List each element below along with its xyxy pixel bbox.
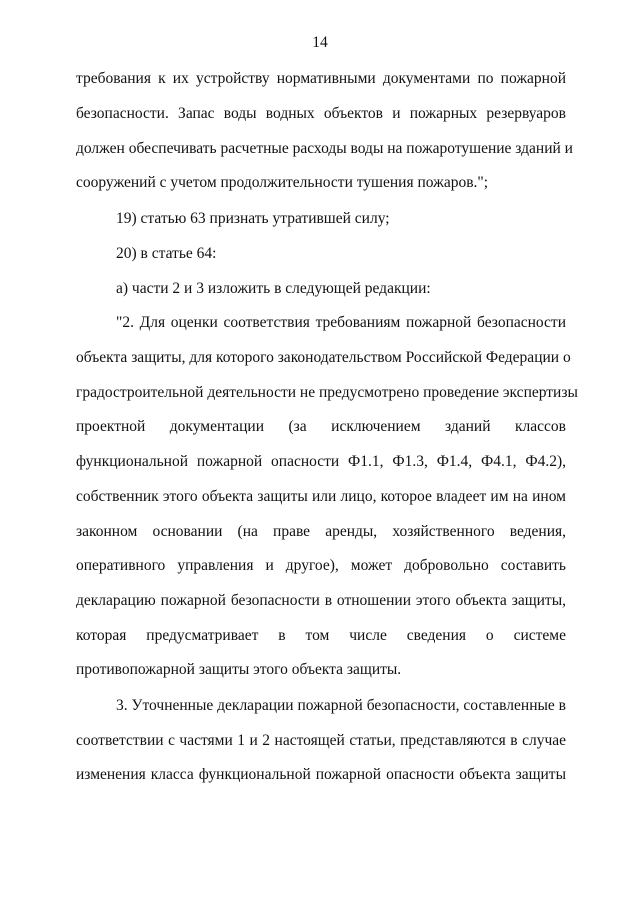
text-line: законном основании (на праве аренды, хозяйственного ведения, [76,523,566,540]
text-line: оперативного управления и другое), может добровольно составить [76,557,566,574]
text-line: а) части 2 и 3 изложить в следующей редакции: [116,280,431,297]
text-line: "2. Для оценки соответствия требованиям пожарной безопасности [116,314,566,331]
text-line: градостроительной деятельности не предусмотрено проведение экспертизы [76,384,578,401]
text-line: соответствии с частями 1 и 2 настоящей статьи, представляются в случае [76,732,566,749]
text-line: 3. Уточненные декларации пожарной безопасности, составленные в [116,697,566,714]
text-line: 20) в статье 64: [116,245,217,262]
text-line: которая предусматривает в том числе сведения о системе [76,627,566,644]
text-line: 19) статью 63 признать утратившей силу; [116,210,390,227]
text-line: должен обеспечивать расчетные расходы воды на пожаротушение зданий и [76,140,573,157]
text-line: проектной документации (за исключением зданий классов [76,418,566,435]
text-line: безопасности. Запас воды водных объектов и пожарных резервуаров [76,105,566,122]
text-line: требования к их устройству нормативными документами по пожарной [76,70,566,87]
text-line: собственник этого объекта защиты или лицо, которое владеет им на ином [76,488,566,505]
text-line: декларацию пожарной безопасности в отношении этого объекта защиты, [76,592,566,609]
page-number: 14 [312,34,328,51]
text-line: изменения класса функциональной пожарной опасности объекта защиты [76,766,566,783]
text-line: объекта защиты, для которого законодательством Российской Федерации о [76,349,571,366]
text-line: сооружений с учетом продолжительности тушения пожаров."; [76,174,489,191]
text-line: функциональной пожарной опасности Ф1.1, Ф1.3, Ф1.4, Ф4.1, Ф4.2), [76,453,566,470]
text-line: противопожарной защиты этого объекта защиты. [76,661,402,678]
